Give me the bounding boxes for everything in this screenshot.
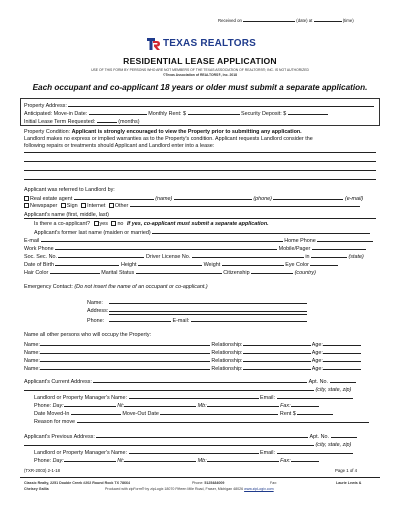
occupant-row: Name: Relationship: Age: <box>24 357 361 364</box>
emergency-contact-label: Emergency Contact: (Do not insert the name of an occupant or co-applicant.) <box>24 284 208 290</box>
emergency-address-line-2[interactable] <box>109 314 307 315</box>
current-address-row: Applicant's Current Address: Apt. No. <box>24 378 356 385</box>
form-title: RESIDENTIAL LEASE APPLICATION <box>123 56 277 66</box>
received-time-field[interactable] <box>314 17 342 22</box>
current-fax-field[interactable] <box>291 402 319 407</box>
occupants-label: Name all other persons who will occupy the Property: <box>24 332 152 338</box>
zipform-credit: Produced with zipForm® by zipLogix 18070 Fifteen Mile Road, Fraser, Michigan 48026 www.zipLogix.com <box>105 487 274 491</box>
driver-license-field[interactable] <box>192 253 304 258</box>
current-manager-row: Landlord or Property Manager's Name: Email: <box>34 394 353 401</box>
current-movein-field[interactable] <box>71 410 121 415</box>
internet-checkbox[interactable] <box>81 203 86 208</box>
current-reason-row: Reason for move <box>34 418 369 425</box>
current-city-row: (city, state, zip) <box>24 386 351 393</box>
property-address-row: Property Address: <box>24 102 374 109</box>
occupant-age-field[interactable] <box>323 349 361 354</box>
repairs-line-1[interactable] <box>24 152 376 153</box>
occupant-age-field[interactable] <box>323 357 361 362</box>
agent-name: Laurie Lewis & <box>336 481 362 485</box>
occupant-relationship-field[interactable] <box>243 365 311 370</box>
agent-name-2: Chelsey Gallia <box>24 487 49 491</box>
occupant-row: Name: Relationship: Age: <box>24 341 361 348</box>
current-phone-row: Phone: Day: Nt: Mb: Fax: <box>34 402 319 409</box>
previous-address-row: Applicant's Previous Address: Apt. No. <box>24 433 357 440</box>
occupant-name-field[interactable] <box>40 365 210 370</box>
emergency-name-field[interactable] <box>109 299 307 304</box>
property-address-field[interactable] <box>68 102 374 107</box>
occupant-age-field[interactable] <box>323 341 361 346</box>
work-phone-field[interactable] <box>55 245 277 250</box>
occupant-name-field[interactable] <box>40 349 210 354</box>
repairs-line-2[interactable] <box>24 161 376 162</box>
emergency-email-field[interactable] <box>191 317 307 322</box>
occupant-age-field[interactable] <box>323 365 361 370</box>
property-condition-line3: following repairs or treatments should Applicant and Landlord enter into a lease: <box>24 143 215 149</box>
previous-apt-field[interactable] <box>331 433 357 438</box>
mobile-pager-field[interactable] <box>312 245 366 250</box>
ziplogix-link[interactable]: www.zipLogix.com <box>244 487 274 491</box>
repairs-line-3[interactable] <box>24 170 376 171</box>
current-reason-field[interactable] <box>77 418 369 423</box>
emergency-name-row: Name: <box>87 299 307 306</box>
footer-divider <box>20 477 380 478</box>
emergency-phone-field[interactable] <box>109 317 171 322</box>
previous-manager-email-field[interactable] <box>277 449 353 454</box>
marital-status-field[interactable] <box>136 269 222 274</box>
previous-night-phone-field[interactable] <box>124 457 196 462</box>
form-id: (TXR-2003) 2-1-18 <box>24 468 61 473</box>
property-condition-line1: Property Condition: Applicant is strongly encouraged to view the Property prior to submitting any application. <box>24 129 302 135</box>
occupant-name-field[interactable] <box>40 357 210 362</box>
newspaper-checkbox[interactable] <box>24 203 29 208</box>
copyright-notice: ©Texas Association of REALTORS®, Inc. 2018 <box>162 73 238 77</box>
emergency-address-row: Address: <box>87 307 307 314</box>
occupant-row: Name: Relationship: Age: <box>24 349 361 356</box>
usage-notice: USE OF THIS FORM BY PERSONS WHO ARE NOT MEMBERS OF THE TEXAS ASSOCIATION OF REALTORS®, INC. IS NOT AUTHORIZED <box>91 68 309 72</box>
applicant-email-field[interactable] <box>41 237 283 242</box>
sign-checkbox[interactable] <box>61 203 66 208</box>
occupant-name-field[interactable] <box>40 341 210 346</box>
applicant-name-row: Applicant's name (first, middle, last) <box>24 212 109 218</box>
occupant-relationship-field[interactable] <box>243 349 311 354</box>
received-date-field[interactable] <box>243 17 295 22</box>
lease-terms-row: Anticipated: Move-in Date: Monthly Rent: $ Security Deposit: $ <box>24 110 328 117</box>
dl-state-field[interactable] <box>311 253 347 258</box>
current-city-field[interactable] <box>24 386 314 391</box>
agent-email-field[interactable] <box>273 195 343 200</box>
referral-label: Applicant was referred to Landlord by: <box>24 187 115 193</box>
previous-manager-row: Landlord or Property Manager's Name: Email: <box>34 449 353 456</box>
previous-fax-field[interactable] <box>291 457 319 462</box>
occupant-row: Name: Relationship: Age: <box>24 365 361 372</box>
work-phone-row: Work Phone Mobile/Pager <box>24 245 366 252</box>
property-condition-line2: Landlord makes no express or implied warranties as to the Property's condition. Applicant requests Landlord consider the <box>24 136 313 142</box>
current-moveout-field[interactable] <box>160 410 278 415</box>
referral-source-row: Newspaper Sign Internet Other <box>24 202 360 209</box>
received-on: Received on (date) at (time) <box>218 18 354 23</box>
previous-address-field[interactable] <box>96 433 308 438</box>
occupant-relationship-field[interactable] <box>243 357 311 362</box>
lease-term-field[interactable] <box>97 118 117 123</box>
status-row: Hair Color Marital Status Citizenship (country) <box>24 270 316 276</box>
current-address-field[interactable] <box>93 378 307 383</box>
previous-phone-row: Phone: Day: Nt: Mb: Fax: <box>34 457 319 464</box>
broker-phone: Phone: 5125484009 <box>192 481 225 485</box>
home-phone-field[interactable] <box>317 237 373 242</box>
previous-mobile-phone-field[interactable] <box>207 457 279 462</box>
other-referral-field[interactable] <box>130 202 360 207</box>
weight-field[interactable] <box>222 261 284 266</box>
broker-fax: Fax: <box>270 481 277 485</box>
repairs-line-4[interactable] <box>24 179 376 180</box>
occupant-banner: Each occupant and co-applicant 18 years or older must submit a separate application. <box>32 83 368 92</box>
previous-day-phone-field[interactable] <box>64 457 116 462</box>
agent-name-field[interactable] <box>74 195 154 200</box>
realtor-r-icon <box>147 38 161 50</box>
coapplicant-no-checkbox[interactable] <box>111 221 116 226</box>
current-apt-field[interactable] <box>330 378 356 383</box>
hair-color-field[interactable] <box>50 269 100 274</box>
current-dates-row: Date Moved-In Move-Out Date Rent $ <box>34 410 333 417</box>
current-rent-field[interactable] <box>297 410 333 415</box>
occupant-relationship-field[interactable] <box>243 341 311 346</box>
previous-city-row: (city, state, zip) <box>24 441 351 448</box>
page-number: Page 1 of 4 <box>335 468 357 473</box>
ssn-field[interactable] <box>58 253 144 258</box>
security-deposit-field[interactable] <box>288 110 328 115</box>
lease-term-row: Initial Lease Term Requested: (months) <box>24 119 140 125</box>
height-field[interactable] <box>138 261 202 266</box>
brand-name: TEXAS REALTORS <box>163 38 256 49</box>
former-name-field[interactable] <box>152 229 370 234</box>
coapplicant-yes-checkbox[interactable] <box>94 221 99 226</box>
applicant-name-field[interactable] <box>24 218 376 219</box>
current-manager-field[interactable] <box>129 394 259 399</box>
physical-row: Date of Birth Height Weight Eye Color <box>24 261 338 268</box>
citizenship-field[interactable] <box>251 269 293 274</box>
current-mobile-phone-field[interactable] <box>207 402 279 407</box>
coapplicant-row: Is there a co-applicant? yes no If yes, co-applicant must submit a separate application. <box>34 221 269 227</box>
previous-manager-field[interactable] <box>129 449 259 454</box>
referral-agent-row: Real estate agent (name) (phone) (e-mail) <box>24 195 363 202</box>
current-day-phone-field[interactable] <box>64 402 116 407</box>
previous-city-field[interactable] <box>24 441 314 446</box>
current-night-phone-field[interactable] <box>124 402 196 407</box>
other-checkbox[interactable] <box>109 203 114 208</box>
real-estate-agent-checkbox[interactable] <box>24 196 29 201</box>
dob-field[interactable] <box>55 261 119 266</box>
eye-color-field[interactable] <box>310 261 338 266</box>
emergency-address-field[interactable] <box>109 307 307 312</box>
broker-info: Classic Realty, 2251 Double Creek #202 Round Rock TX 78664 <box>24 481 130 485</box>
agent-phone-field[interactable] <box>174 195 252 200</box>
current-manager-email-field[interactable] <box>277 394 353 399</box>
movein-date-field[interactable] <box>89 110 147 115</box>
ssn-row: Soc. Sec. No. Driver License No. in (state) <box>24 254 364 260</box>
monthly-rent-field[interactable] <box>188 110 240 115</box>
emergency-phone-row: Phone: E-mail: <box>87 317 307 324</box>
former-name-row: Applicant's former last name (maiden or married) <box>34 229 370 236</box>
email-row: E-mail Home Phone <box>24 237 373 244</box>
